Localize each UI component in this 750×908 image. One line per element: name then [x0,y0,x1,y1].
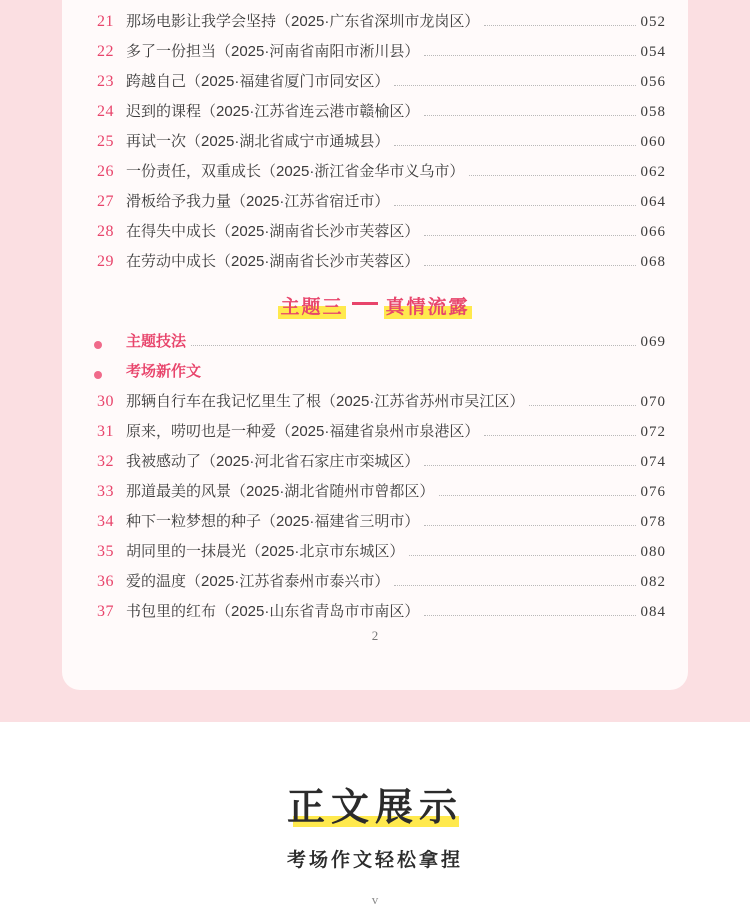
toc-bullet-entry-new-essays[interactable] [62,360,688,390]
toc-entry-page: 074 [640,454,666,470]
bullet-dot-icon [82,341,114,349]
toc-entry[interactable] [62,540,688,570]
promo-section [0,722,750,907]
toc-entry-number: 30 [97,393,114,410]
toc-entry[interactable] [62,570,688,600]
toc-entry-title: 再试一次（2025·湖北省咸宁市通城县） [126,133,390,150]
toc-entry[interactable] [62,100,688,130]
toc-entry[interactable] [62,390,688,420]
toc-entry-page: 066 [640,224,666,240]
toc-entry-page: 072 [640,424,666,440]
toc-leader-dots [409,554,635,556]
toc-entry-page: 054 [640,44,666,60]
toc-leader-dots [394,144,635,146]
toc-entry-title: 迟到的课程（2025·江苏省连云港市赣榆区） [126,103,420,120]
toc-entry-title: 滑板给予我力量（2025·江苏省宿迁市） [126,193,390,210]
toc-leader-dots [424,114,635,116]
toc-entry-number: 34 [97,513,114,530]
section-heading-left: 主题三 [278,292,345,319]
toc-entry-number: 31 [97,423,114,440]
toc-entry-number: 27 [97,193,114,210]
toc-entry-number: 29 [97,253,114,270]
toc-entry-title: 爱的温度（2025·江苏省泰州市泰兴市） [126,573,390,590]
toc-entry-page: 080 [640,544,666,560]
toc-entry-title: 一份责任，双重成长（2025·浙江省金华市义乌市） [126,163,465,180]
toc-entry-title: 胡同里的一抹晨光（2025·北京市东城区） [126,543,405,560]
toc-entry-number: 36 [97,573,114,590]
toc-entry-title: 种下一粒梦想的种子（2025·福建省三明市） [126,513,420,530]
toc-entry[interactable] [62,600,688,630]
toc-entry-page: 064 [640,194,666,210]
toc-entry-page: 060 [640,134,666,150]
toc-leader-dots [424,614,635,616]
toc-entry[interactable] [62,40,688,70]
toc-content [62,0,688,643]
toc-entry-page: 052 [640,14,666,30]
toc-entry-page: 076 [640,484,666,500]
page-number-badge: 2 [371,628,379,643]
promo-subtitle: 考场作文轻松拿捏 [286,850,463,871]
toc-leader-dots [484,24,635,26]
toc-entry-page: 056 [640,74,666,90]
toc-leader-dots [394,84,635,86]
toc-leader-dots [424,524,635,526]
toc-entry-page [641,0,667,1]
toc-leader-dots [484,434,635,436]
toc-entry-page: 062 [640,164,666,180]
toc-bullet-label: 考场新作文 [126,363,202,380]
toc-entry-page: 084 [640,604,666,620]
promo-title-wrap [287,776,463,831]
section-heading-dash [352,302,378,305]
toc-entry-title: 原来，唠叨也是一种爱（2025·福建省泉州市泉港区） [126,423,480,440]
toc-entry-title: 我被感动了（2025·河北省石家庄市栾城区） [126,453,420,470]
toc-entry-page: 058 [640,104,666,120]
toc-entry[interactable] [62,10,688,40]
toc-entry-title: 跨越自己（2025·福建省厦门市同安区） [126,73,390,90]
toc-entry[interactable] [62,130,688,160]
toc-entry-title: 多了一份担当（2025·河南省南阳市淅川县） [126,43,420,60]
toc-entry-number: 25 [97,133,114,150]
toc-entry-page: 082 [640,574,666,590]
toc-entry-number: 21 [97,13,114,30]
toc-entry-title: 在劳动中成长（2025·湖南省长沙市芙蓉区） [126,253,420,270]
toc-entry-title: 那道最美的风景（2025·湖北省随州市曾都区） [126,483,435,500]
section-heading-theme-three [62,280,688,330]
toc-leader-dots [424,464,635,466]
toc-leader-dots [424,234,635,236]
toc-entry[interactable] [62,0,688,10]
toc-leader-dots [424,264,635,266]
bullet-dot-icon [82,371,114,379]
toc-entry[interactable] [62,510,688,540]
toc-bullet-label: 主题技法 [126,333,187,350]
toc-entry-number: 33 [97,483,114,500]
promo-mark: v [371,892,379,907]
toc-leader-dots [439,494,635,496]
toc-bullet-list [62,330,688,390]
toc-leader-dots [529,404,635,406]
toc-leader-dots [191,344,635,346]
toc-leader-dots [469,174,635,176]
toc-entry-title: 那场电影让我学会坚持（2025·广东省深圳市龙岗区） [126,13,480,30]
toc-entry-page: 070 [640,394,666,410]
toc-card [62,0,688,690]
toc-entry-title: 书包里的红布（2025·山东省青岛市市南区） [126,603,420,620]
toc-leader-dots [394,584,635,586]
toc-entry-title: 在得失中成长（2025·湖南省长沙市芙蓉区） [126,223,420,240]
toc-entry[interactable] [62,250,688,280]
section-heading-right: 真情流露 [384,292,472,319]
toc-entry-number: 32 [97,453,114,470]
toc-bullet-page: 069 [640,334,666,350]
toc-leader-dots [206,375,661,376]
toc-entry[interactable] [62,70,688,100]
toc-entry[interactable] [62,190,688,220]
toc-entry-number: 26 [97,163,114,180]
toc-leader-dots [424,54,635,56]
promo-title: 正文展示 [286,787,463,829]
toc-entry[interactable] [62,220,688,250]
toc-entry[interactable] [62,480,688,510]
toc-entry-number: 28 [97,223,114,240]
toc-list-bottom [62,390,688,630]
toc-leader-dots [394,204,635,206]
toc-entry-number [82,0,114,1]
toc-entry-title: 那辆自行车在我记忆里生了根（2025·江苏省苏州市吴江区） [126,393,525,410]
toc-entry-number: 22 [97,43,114,60]
toc-entry[interactable] [62,160,688,190]
toc-entry[interactable] [62,420,688,450]
toc-entry-title [114,0,434,1]
toc-bullet-entry-technique[interactable] [62,330,688,360]
toc-entry-page: 068 [640,254,666,270]
toc-entry-number: 24 [97,103,114,120]
toc-list-top [62,0,688,280]
toc-entry-number: 35 [97,543,114,560]
toc-entry-number: 37 [97,603,114,620]
toc-entry[interactable] [62,450,688,480]
toc-entry-number: 23 [97,73,114,90]
toc-entry-page: 078 [640,514,666,530]
